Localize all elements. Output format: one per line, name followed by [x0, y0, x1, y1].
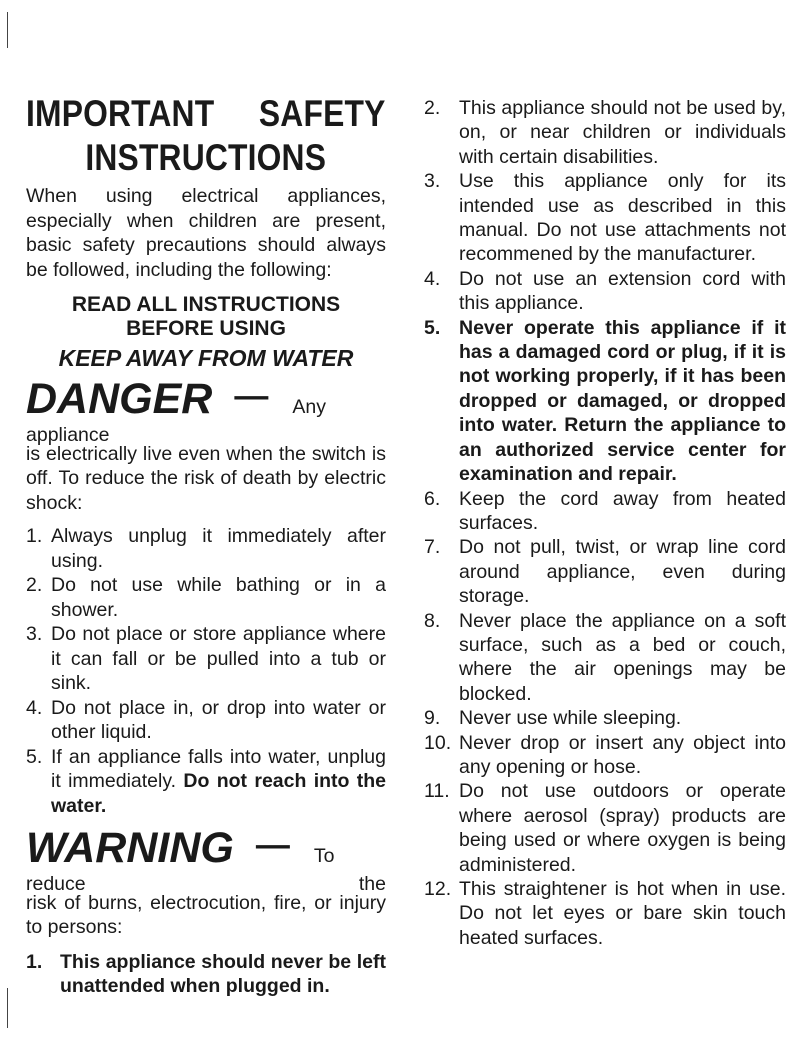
list-item-number: 4.	[26, 696, 43, 719]
page-title	[26, 92, 385, 180]
list-item-text: Never drop or insert any object into any opening or hose.	[459, 731, 786, 778]
list-item-text: This straightener is hot when in use. Do not let eyes or bare skin touch heated surfaces.	[459, 878, 786, 949]
list-item-number: 1.	[26, 950, 43, 973]
right-column	[424, 96, 786, 950]
safety-list-item	[424, 316, 786, 487]
danger-list-item	[26, 573, 386, 622]
list-item-number: 2.	[26, 574, 43, 596]
warning-list-item	[26, 950, 386, 999]
danger-list-item	[26, 696, 386, 745]
safety-list-item	[424, 267, 786, 316]
read-all-line2: BEFORE USING	[126, 317, 286, 340]
list-item-number: 2.	[424, 97, 441, 119]
safety-list-item	[424, 877, 786, 950]
crop-mark-top	[7, 12, 8, 48]
danger-section	[26, 375, 386, 818]
list-item-number: 1.	[26, 525, 43, 547]
list-item-text: Always unplug it immediately after using.	[51, 525, 386, 572]
list-item-number: 6.	[424, 487, 441, 510]
list-item-number: 3.	[26, 623, 43, 645]
safety-list-item	[424, 609, 786, 707]
danger-list-item	[26, 524, 386, 573]
list-item-text: Do not use an extension cord with this appliance.	[459, 267, 786, 315]
crop-mark-bottom	[7, 988, 8, 1028]
danger-header-line	[26, 375, 386, 448]
warning-section	[26, 824, 386, 999]
list-item-number: 7.	[424, 536, 441, 559]
safety-list-item	[424, 169, 786, 267]
list-item-text: If an appliance falls into water, unplug it immediately.	[51, 745, 386, 792]
warning-header-line	[26, 824, 386, 897]
list-item-number: 9.	[424, 707, 441, 730]
keep-away-from-water: KEEP AWAY FROM WATER	[58, 345, 354, 371]
warning-dash: —	[255, 826, 290, 864]
danger-heading: DANGER	[26, 375, 213, 423]
left-column	[26, 92, 386, 999]
list-item-text: This appliance should not be used by, on, or near children or individuals with certain disabilities.	[459, 97, 786, 168]
title-word-instructions: INSTRUCTIONS	[85, 137, 327, 178]
list-item-text: Never operate this appliance if it has a damaged cord or plug, if it is not working properly, if it has been dropped or damaged, or dropped into water. Return the appliance to an authorized service center for examination and repair.	[459, 316, 786, 486]
danger-list-item	[26, 622, 386, 696]
list-item-bold-text: Do not reach into the water.	[51, 770, 387, 817]
list-item-number: 4.	[424, 267, 441, 290]
title-word-important: IMPORTANT	[26, 93, 215, 134]
list-item-text: Never place the appliance on a soft surface, such as a bed or couch, where the air openings may be blocked.	[459, 609, 786, 705]
warning-text: risk of burns, electrocution, fire, or injury to persons:	[26, 891, 386, 938]
list-item-text: Do not use outdoors or operate where aerosol (spray) products are being used or where oxygen is being administered.	[459, 780, 786, 876]
title-word-safety: SAFETY	[258, 93, 386, 134]
intro-text: When using electrical appliances, especially when children are present, basic safety precautions should always be followed, including the following:	[26, 185, 386, 281]
danger-list	[26, 524, 386, 818]
list-item-number: 5.	[424, 316, 441, 339]
warning-lead: To reduce the	[26, 845, 386, 895]
safety-list-item	[424, 487, 786, 536]
list-item-text: Never use while sleeping.	[459, 707, 682, 730]
list-item-text: Do not pull, twist, or wrap line cord around appliance, even during storage.	[459, 536, 786, 608]
safety-list-item	[424, 535, 786, 608]
list-item-number: 11.	[424, 780, 450, 803]
danger-dash: —	[234, 377, 269, 415]
danger-lead: Any appliance	[26, 396, 326, 446]
list-item-number: 8.	[424, 609, 441, 632]
safety-list-item	[424, 706, 786, 730]
list-item-text: Do not use while bathing or in a shower.	[51, 574, 386, 621]
list-item-text: This appliance should never be left unattended when plugged in.	[60, 950, 386, 997]
list-item-text: Do not place or store appliance where it can fall or be pulled into a tub or sink.	[51, 623, 386, 694]
safety-list-item	[424, 731, 786, 780]
list-item-number: 5.	[26, 745, 43, 768]
safety-list-item	[424, 779, 786, 877]
list-item-text: Do not place in, or drop into water or other liquid.	[51, 696, 386, 743]
list-item-text: Keep the cord away from heated surfaces.	[459, 487, 786, 534]
read-all-line1: READ ALL INSTRUCTIONS	[71, 293, 341, 316]
safety-list-continued	[424, 96, 786, 950]
list-item-number: 10.	[424, 731, 452, 754]
warning-heading: WARNING	[26, 824, 234, 872]
danger-list-item	[26, 745, 386, 819]
list-item-text: Use this appliance only for its intended use as described in this manual. Do not use attachments not recommened by the manufacturer.	[459, 170, 786, 266]
list-item-number: 12.	[424, 878, 452, 900]
safety-list-item	[424, 96, 786, 169]
warning-list	[26, 950, 386, 999]
list-item-number: 3.	[424, 170, 441, 193]
danger-text: is electrically live even when the switch is off. To reduce the risk of death by electric shock:	[26, 442, 386, 514]
